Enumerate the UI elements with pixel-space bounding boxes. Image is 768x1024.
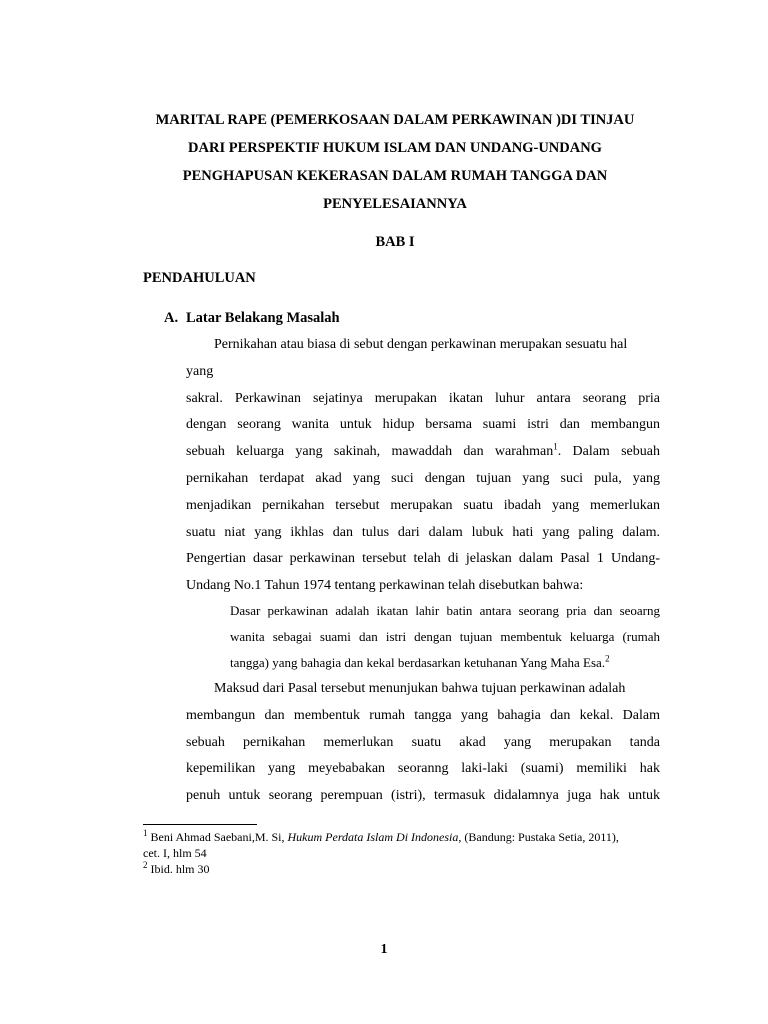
paragraph-line: pernikahan terdapat akad yang suci dengan tujuan yang suci pula, yang — [186, 470, 660, 486]
document-title — [130, 106, 660, 218]
footnotes — [143, 829, 663, 877]
title-line: MARITAL RAPE (PEMERKOSAAN DALAM PERKAWINAN )DI TINJAU — [155, 112, 635, 128]
paragraph-line: dengan seorang wanita untuk hidup bersama suami istri dan membangun — [186, 417, 660, 433]
paragraph-line: membangun dan membentuk rumah tangga yang bahagia dan kekal. Dalam — [186, 707, 660, 723]
title-line: PENYELESAIANNYA — [323, 196, 467, 212]
paragraph-line: Undang No.1 Tahun 1974 tentang perkawinan telah disebutkan bahwa: — [186, 578, 584, 594]
paragraph-line: Maksud dari Pasal tersebut menunjukan bahwa tujuan perkawinan adalah — [214, 681, 626, 696]
footnote-ref-1: 1 — [553, 441, 558, 452]
block-quote — [230, 598, 660, 676]
footnote-separator — [143, 824, 257, 825]
footnote-book-title: Hukum Perdata Islam Di Indonesia, — [287, 830, 462, 844]
paragraph-line: menjadikan pernikahan tersebut merupakan suatu ibadah yang memerlukan — [186, 497, 660, 513]
footnote-1 — [143, 829, 663, 845]
quote-line — [230, 650, 660, 676]
paragraph-line: Pengertian dasar perkawinan tersebut telah di jelaskan dalam Pasal 1 Undang- — [186, 551, 660, 567]
paragraph-line: Pernikahan atau biasa di sebut dengan perkawinan merupakan sesuatu hal — [214, 337, 628, 352]
quote-line: Dasar perkawinan adalah ikatan lahir batin antara seorang pria dan seoarng — [230, 603, 660, 618]
paragraph-line: penuh untuk seorang perempuan (istri), termasuk didalamnya juga hak untuk — [186, 788, 660, 804]
paragraph-line: sakral. Perkawinan sejatinya merupakan ikatan luhur antara seorang pria — [186, 390, 660, 406]
footnote-2 — [143, 861, 663, 877]
quote-text: tangga) yang bahagia dan kekal berdasarkan ketuhanan Yang Maha Esa. — [230, 655, 606, 670]
subsection-marker: A. — [164, 310, 179, 326]
title-line: DARI PERSPEKTIF HUKUM ISLAM DAN UNDANG-UNDANG — [188, 140, 602, 156]
footnote-1-continued: cet. I, hlm 54 — [143, 846, 207, 860]
paragraph-text: sebuah keluarga yang sakinah, mawaddah dan warahman — [186, 444, 554, 460]
footnote-publisher: (Bandung: Pustaka Setia, 2011), — [461, 830, 619, 844]
subsection-heading — [164, 304, 340, 332]
paragraph-1 — [186, 332, 660, 600]
paragraph-line: yang — [186, 363, 214, 379]
paragraph-line: sebuah pernikahan memerlukan suatu akad yang merupakan tanda — [186, 734, 660, 750]
footnote-number: 1 — [143, 828, 148, 838]
page-number: 1 — [380, 942, 388, 957]
footnote-text: Ibid. hlm 30 — [147, 862, 210, 876]
paragraph-text: . Dalam sebuah — [557, 444, 660, 460]
title-line: PENGHAPUSAN KEKERASAN DALAM RUMAH TANGGA DAN — [182, 168, 608, 184]
footnote-author: Beni Ahmad Saebani,M. Si, — [147, 830, 288, 844]
paragraph-line: suatu niat yang ikhlas dan tulus dari dalam lubuk hati yang paling dalam. — [186, 524, 660, 540]
chapter-heading: BAB I — [375, 234, 415, 250]
footnote-ref-2: 2 — [605, 653, 610, 664]
subsection-title: Latar Belakang Masalah — [186, 310, 340, 326]
paragraph-2 — [186, 676, 660, 810]
paragraph-line — [186, 439, 660, 466]
quote-line: wanita sebagai suami dan istri dengan tujuan membentuk keluarga (rumah — [230, 629, 660, 644]
paragraph-line: kepemilikan yang meyebabakan seoranng laki-laki (suami) memiliki hak — [186, 761, 660, 777]
footnote-number: 2 — [143, 860, 148, 870]
section-heading: PENDAHULUAN — [143, 270, 256, 286]
